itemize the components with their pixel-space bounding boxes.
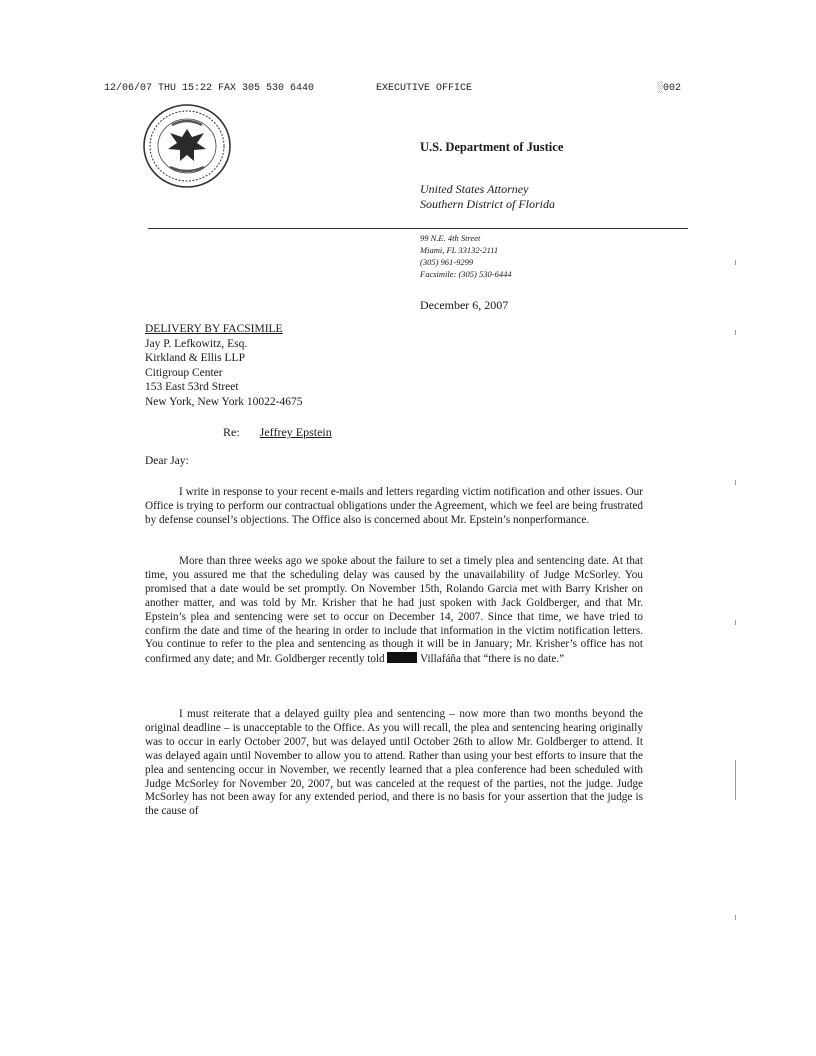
address-fax: Facsimile: (305) 530-6444 xyxy=(420,269,512,279)
scan-speck xyxy=(735,330,736,335)
recipient-street: 153 East 53rd Street xyxy=(145,381,239,394)
salutation: Dear Jay: xyxy=(145,455,189,467)
scan-speck xyxy=(735,915,736,920)
paragraph-2-text-end: Villafáña that “there is no date.” xyxy=(420,653,565,666)
address-phone: (305) 961-9299 xyxy=(420,257,474,267)
re-label: Re: xyxy=(223,425,240,439)
paragraph-2-text: More than three weeks ago we spoke about the failure to set a timely plea and sentencing date. At that time, you assured me that the scheduling delay was caused by the unavailability of Judge McSorley. You promised that a date would be set promptly. On November 15th, Rolando Garcia met with Barry Krisher on another matter, and was told by Mr. Krisher that he had just spoken with Jack Goldberger, and that Mr. Epstein’s plea and sentencing were set to occur on December 14, 2007. Since that time, we have tried to confirm the date and time of the hearing in order to include that information in the victim notification letters. You continue to refer to the plea and sentencing as though it will be in January; Mr. Krisher’s office has not confirmed any date; and Mr. Goldberger recently told xyxy=(145,555,643,666)
scan-speck xyxy=(735,760,736,800)
address-city: Miami, FL 33132-2111 xyxy=(420,245,499,255)
fax-datetime: 12/06/07 THU 15:22 FAX 305 530 6440 xyxy=(104,83,315,94)
fax-page-number: ░002 xyxy=(657,83,682,94)
office-district: Southern District of Florida xyxy=(420,197,555,211)
body-paragraph-3: I must reiterate that a delayed guilty plea and sentencing – now more than two months beyond the original deadline – is unacceptable to the Office. As you will recall, the plea and sentencing hearing originally was to occur in early October 2007, but was delayed until October 26th to allow Mr. Goldberger to attend. It was delayed again until November to allow you to attend. Rather than using your best efforts to insure that the plea and sentencing occur in November, we recently learned that a plea conference had been scheduled with Judge McSorley for November 20, 2007, but was canceled at the request of the parties, not the judge. Judge McSorley has not been away for any extended period, and there is no basis for your assertion that the judge is the cause of xyxy=(145,708,643,818)
body-paragraph-1: I write in response to your recent e-mails and letters regarding victim notification and other issues. Our Office is trying to perform our contractual obligations under the Agreement, which we feel are being frustrated by defense counsel’s objections. The Office also is concerned about Mr. Epstein’s nonperformance. xyxy=(145,486,643,526)
recipient-firm: Kirkland & Ellis LLP xyxy=(145,352,245,365)
re-subject: Jeffrey Epstein xyxy=(259,425,332,439)
doj-seal-icon xyxy=(142,103,232,189)
office-title: United States Attorney xyxy=(420,182,529,196)
body-paragraph-2 xyxy=(145,555,643,667)
department-name: U.S. Department of Justice xyxy=(420,140,564,154)
scan-speck xyxy=(735,480,736,485)
recipient-city: New York, New York 10022-4675 xyxy=(145,395,303,408)
letter-date: December 6, 2007 xyxy=(420,298,509,312)
recipient-building: Citigroup Center xyxy=(145,366,223,379)
scan-speck xyxy=(735,260,736,265)
delivery-method: DELIVERY BY FACSIMILE xyxy=(145,323,283,335)
re-line xyxy=(223,425,332,440)
recipient-block xyxy=(145,322,303,410)
scan-speck xyxy=(735,620,736,625)
fax-office: EXECUTIVE OFFICE xyxy=(376,83,473,94)
redaction-block xyxy=(387,652,417,663)
letterhead-divider xyxy=(148,228,688,229)
recipient-name: Jay P. Lefkowitz, Esq. xyxy=(145,337,248,350)
address-street: 99 N.E. 4th Street xyxy=(420,233,481,243)
